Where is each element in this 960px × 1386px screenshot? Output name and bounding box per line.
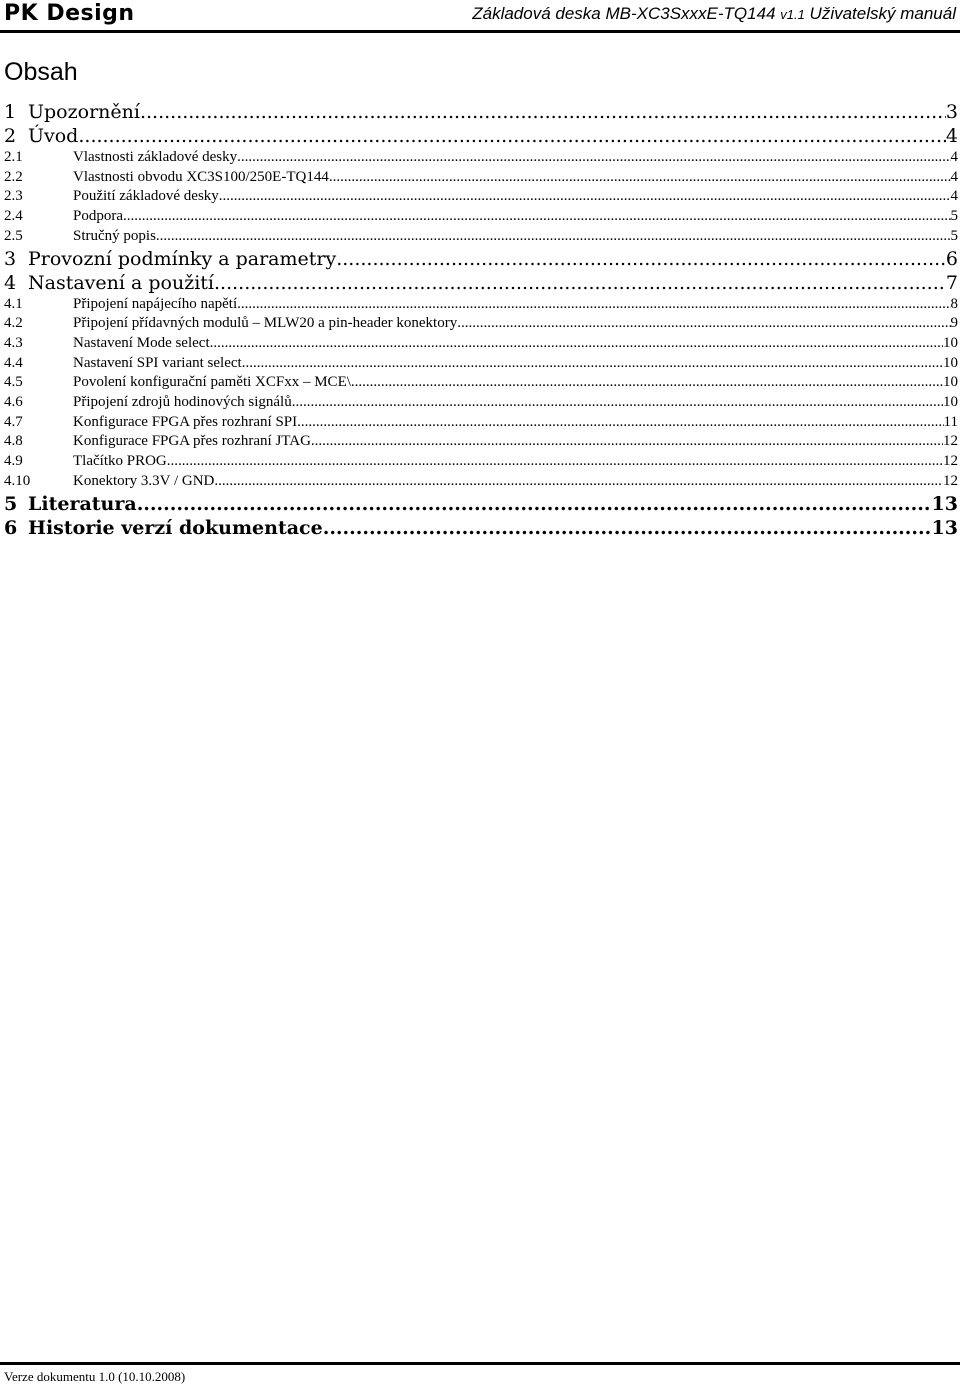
toc-entry-page: 5 — [950, 208, 958, 225]
toc-entry-number: 1 — [4, 101, 17, 123]
toc-entry-3[interactable] — [4, 247, 958, 271]
toc-entry-page: 13 — [931, 492, 958, 515]
toc-entry-number: 2.4 — [4, 208, 23, 225]
toc-entry-title: Připojení napájecího napětí — [73, 295, 238, 312]
toc-entry-page: 10 — [943, 334, 958, 351]
toc-entry-title: Podpora — [73, 208, 123, 225]
toc-leader-dots — [292, 393, 943, 413]
toc-entry-number: 4.7 — [4, 413, 23, 430]
toc-entry-title: Vlastnosti obvodu XC3S100/250E-TQ144 — [73, 168, 329, 185]
toc-entry-4-7[interactable] — [4, 413, 958, 433]
toc-entry-title: Úvod — [28, 125, 79, 147]
toc-heading: Obsah — [4, 58, 78, 86]
toc-entry-page: 8 — [950, 295, 958, 312]
toc-entry-title: Provozní podmínky a parametry — [28, 247, 337, 270]
toc-entry-page: 10 — [943, 374, 958, 391]
document-title-tail: Uživatelský manuál — [804, 4, 956, 23]
toc-entry-4-9[interactable] — [4, 452, 958, 472]
toc-entry-title: Připojení přídavných modulů – MLW20 a pin-header konektory — [73, 315, 458, 332]
toc-leader-dots — [457, 314, 950, 334]
toc-entry-2-2[interactable] — [4, 168, 958, 188]
toc-entry-page: 10 — [943, 394, 958, 411]
document-version: v1.1 — [780, 7, 805, 22]
toc-entry-title: Použití základové desky — [73, 188, 219, 205]
toc-leader-dots — [242, 354, 943, 374]
toc-entry-page: 12 — [943, 433, 958, 450]
toc-leader-dots — [329, 168, 951, 188]
toc-leader-dots — [210, 334, 943, 354]
toc-entry-number: 5 — [4, 492, 18, 515]
toc-leader-dots — [237, 295, 950, 315]
toc-entry-4-1[interactable] — [4, 295, 958, 315]
toc-entry-2[interactable] — [4, 124, 958, 148]
toc-entry-title: Nastavení a použití — [28, 271, 215, 294]
toc-entry-title: Nastavení Mode select — [73, 334, 210, 351]
toc-entry-number: 4.1 — [4, 295, 23, 312]
toc-entry-number: 4.10 — [4, 472, 31, 489]
toc-leader-dots — [214, 472, 943, 492]
toc-entry-number: 3 — [4, 247, 17, 270]
toc-entry-page: 7 — [945, 271, 958, 294]
page-header — [0, 0, 960, 32]
toc-leader-dots — [156, 227, 951, 247]
toc-entry-title: Vlastnosti základové desky — [73, 149, 238, 165]
toc-leader-dots — [78, 124, 946, 148]
toc-entry-title: Literatura — [28, 492, 137, 515]
toc-entry-number: 4.9 — [4, 453, 23, 470]
toc-entry-title: Konfigurace FPGA přes rozhraní SPI — [73, 413, 298, 430]
toc-entry-number: 6 — [4, 516, 18, 539]
toc-entry-number: 4.5 — [4, 374, 23, 391]
toc-entry-4-2[interactable] — [4, 314, 958, 334]
toc-entry-number: 2.2 — [4, 168, 23, 185]
table-of-contents — [4, 100, 958, 540]
toc-leader-dots — [351, 373, 943, 393]
page-footer: Verze dokumentu 1.0 (10.10.2008) — [4, 1369, 186, 1384]
toc-entry-5[interactable] — [4, 492, 958, 516]
header-rule — [0, 30, 960, 33]
toc-entry-page: 12 — [943, 472, 958, 489]
toc-entry-number: 4.6 — [4, 394, 23, 411]
toc-entry-page: 4 — [950, 149, 958, 165]
document-title-main: Základová deska MB-XC3SxxxE-TQ144 — [472, 4, 781, 23]
toc-entry-number: 2.3 — [4, 188, 23, 205]
toc-entry-4-8[interactable] — [4, 432, 958, 452]
toc-entry-number: 2 — [4, 125, 17, 147]
toc-entry-number: 4.8 — [4, 433, 23, 450]
toc-entry-page: 12 — [943, 453, 958, 470]
toc-entry-2-3[interactable] — [4, 187, 958, 207]
toc-leader-dots — [323, 516, 932, 540]
toc-entry-6[interactable] — [4, 516, 958, 540]
toc-leader-dots — [214, 271, 946, 295]
toc-entry-2-4[interactable] — [4, 207, 958, 227]
toc-entry-2-5[interactable] — [4, 227, 958, 247]
toc-entry-page: 11 — [943, 413, 958, 430]
toc-entry-page: 4 — [945, 125, 958, 147]
toc-entry-title: Povolení konfigurační paměti XCFxx – MCE\ — [73, 374, 351, 391]
toc-entry-page: 10 — [943, 354, 958, 371]
toc-leader-dots — [123, 207, 951, 227]
toc-entry-page: 3 — [945, 101, 958, 123]
toc-entry-number: 2.1 — [4, 149, 23, 165]
company-logo: PK Design — [4, 1, 135, 26]
document-title — [472, 3, 956, 26]
toc-leader-dots — [311, 432, 943, 452]
toc-entry-number: 4 — [4, 271, 17, 294]
toc-leader-dots — [237, 148, 950, 168]
toc-entry-page: 4 — [950, 168, 958, 185]
toc-leader-dots — [140, 100, 946, 124]
toc-entry-title: Připojení zdrojů hodinových signálů — [73, 394, 292, 411]
toc-leader-dots — [219, 187, 951, 207]
toc-entry-number: 4.4 — [4, 354, 23, 371]
toc-entry-page: 13 — [931, 516, 958, 539]
toc-entry-page: 4 — [950, 188, 958, 205]
toc-entry-title: Tlačítko PROG — [73, 453, 167, 470]
toc-entry-4-6[interactable] — [4, 393, 958, 413]
toc-leader-dots — [336, 247, 946, 271]
toc-entry-title: Stručný popis — [73, 227, 156, 244]
footer-rule — [0, 1362, 960, 1365]
toc-entry-2-1[interactable] — [4, 148, 958, 168]
toc-entry-number: 4.3 — [4, 334, 23, 351]
toc-entry-4-10[interactable] — [4, 472, 958, 492]
toc-entry-4-4[interactable] — [4, 354, 958, 374]
toc-entry-number: 2.5 — [4, 227, 23, 244]
toc-entry-title: Historie verzí dokumentace — [28, 516, 323, 539]
toc-leader-dots — [167, 452, 943, 472]
toc-entry-title: Konfigurace FPGA přes rozhraní JTAG — [73, 433, 311, 450]
toc-entry-title: Konektory 3.3V / GND — [73, 472, 215, 489]
toc-entry-page: 9 — [950, 315, 958, 332]
toc-leader-dots — [137, 492, 932, 516]
toc-entry-4-3[interactable] — [4, 334, 958, 354]
toc-entry-title: Upozornění — [28, 101, 140, 123]
toc-entry-page: 6 — [945, 247, 958, 270]
toc-entry-4[interactable] — [4, 271, 958, 295]
toc-entry-number: 4.2 — [4, 315, 23, 332]
toc-entry-title: Nastavení SPI variant select — [73, 354, 242, 371]
toc-entry-1[interactable] — [4, 100, 958, 124]
toc-leader-dots — [297, 413, 943, 433]
toc-entry-page: 5 — [950, 227, 958, 244]
toc-entry-4-5[interactable] — [4, 373, 958, 393]
